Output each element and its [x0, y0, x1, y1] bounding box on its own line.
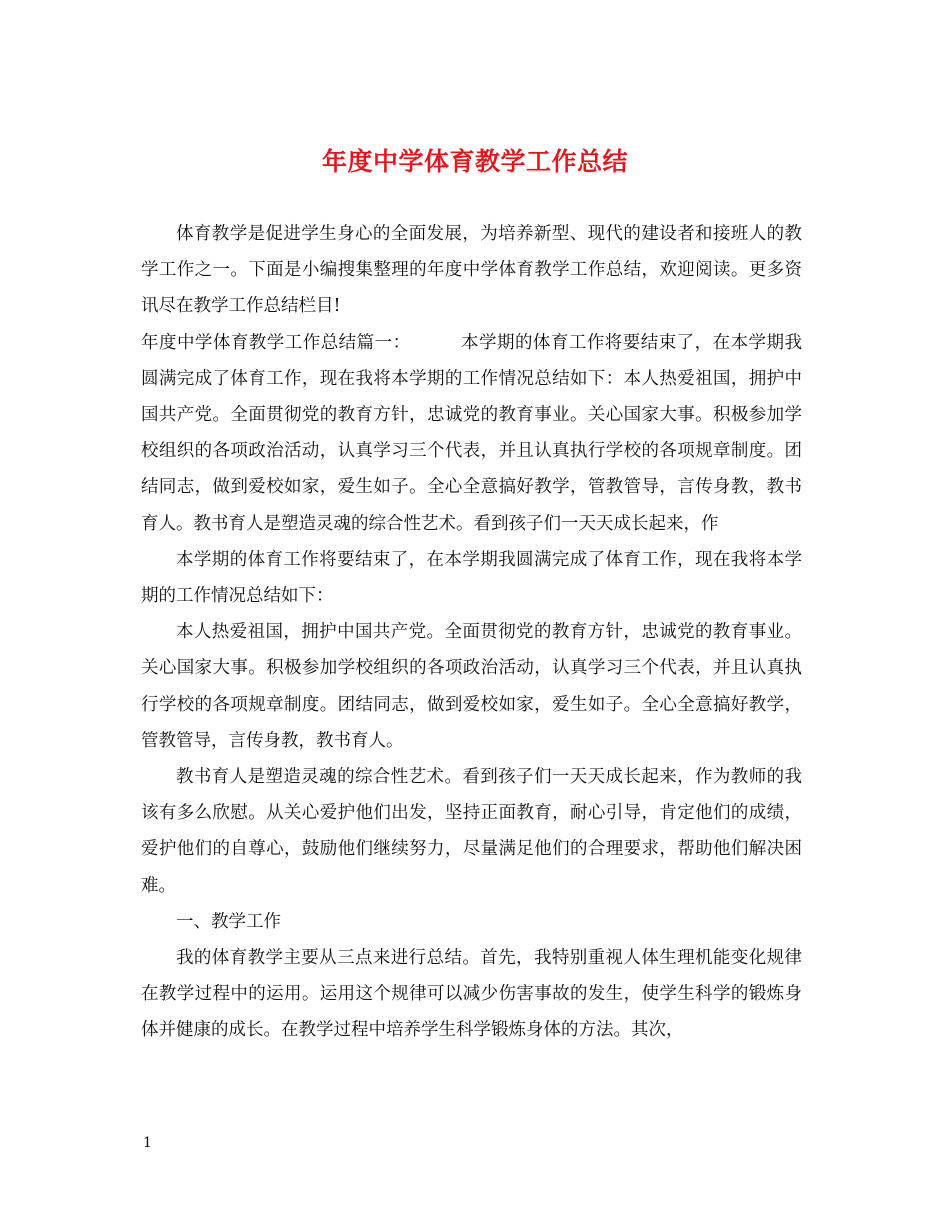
- intro-paragraph: 体育教学是促进学生身心的全面发展，为培养新型、现代的建设者和接班人的教学工作之一。下面是小编搜集整理的年度中学体育教学工作总结，欢迎阅读。更多资讯尽在教学工作总结栏目!: [141, 224, 802, 317]
- section-heading-teaching-work: 一、教学工作: [176, 911, 281, 932]
- summary-heading: 年度中学体育教学工作总结篇一：: [141, 332, 411, 353]
- paragraph-semester-intro: 本学期的体育工作将要结束了，在本学期我圆满完成了体育工作，现在我将本学期的工作情况总结如下：: [141, 549, 802, 607]
- page-number: 1: [143, 1135, 152, 1151]
- document-body: [141, 216, 802, 1049]
- summary-text: 本学期的体育工作将要结束了，在本学期我圆满完成了体育工作，现在我将本学期的工作情况总结如下：本人热爱祖国，拥护中国共产党。全面贯彻党的教育方针，忠诚党的教育事业。关心国家大事。积极参加学校组织的各项政治活动，认真学习三个代表，并且认真执行学校的各项规章制度。团结同志，做到爱校如家，爱生如子。全心全意搞好教学，管教管导，言传身教，教书育人。教书育人是塑造灵魂的综合性艺术。看到孩子们一天天成长起来，作: [141, 332, 803, 534]
- document-title: 年度中学体育教学工作总结: [321, 147, 628, 176]
- paragraph-teaching-method: 我的体育教学主要从三点来进行总结。首先，我特别重视人体生理机能变化规律在教学过程中的运用。运用这个规律可以减少伤害事故的发生，使学生科学的锻炼身体并健康的成长。在教学过程中培养学生科学锻炼身体的方法。其次，: [141, 948, 802, 1041]
- paragraph-educating: 教书育人是塑造灵魂的综合性艺术。看到孩子们一天天成长起来，作为教师的我该有多么欣慰。从关心爱护他们出发，坚持正面教育，耐心引导，肯定他们的成绩，爱护他们的自尊心，鼓励他们继续努力，尽量满足他们的合理要求，帮助他们解决困难。: [141, 767, 802, 896]
- summary-paragraph: [141, 325, 802, 542]
- paragraph-patriotism: 本人热爱祖国，拥护中国共产党。全面贯彻党的教育方针，忠诚党的教育事业。关心国家大事。积极参加学校组织的各项政治活动，认真学习三个代表，并且认真执行学校的各项规章制度。团结同志，做到爱校如家，爱生如子。全心全意搞好教学，管教管导，言传身教，教书育人。: [141, 622, 802, 751]
